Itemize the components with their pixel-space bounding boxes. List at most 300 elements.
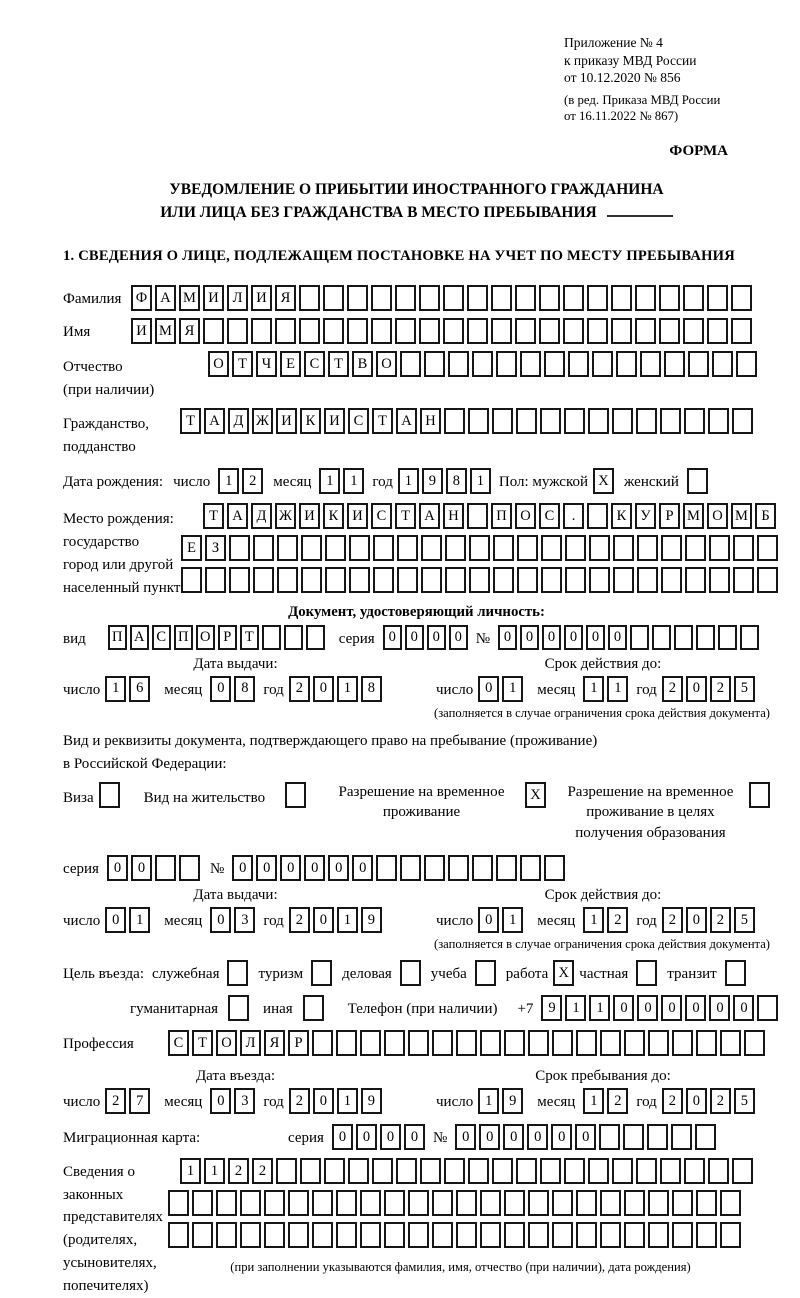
char-cell[interactable] bbox=[448, 351, 469, 377]
char-cell[interactable] bbox=[600, 1222, 621, 1248]
char-cell[interactable]: 0 bbox=[733, 995, 754, 1021]
char-cell[interactable] bbox=[227, 960, 248, 986]
char-cell[interactable] bbox=[376, 855, 397, 881]
char-cell[interactable]: 0 bbox=[685, 995, 706, 1021]
char-cell[interactable] bbox=[421, 535, 442, 561]
char-cell[interactable] bbox=[624, 1030, 645, 1056]
char-cell[interactable]: О bbox=[196, 625, 215, 650]
char-cell[interactable] bbox=[516, 1158, 537, 1184]
char-cell[interactable]: 1 bbox=[502, 907, 523, 933]
char-cell[interactable] bbox=[683, 285, 704, 311]
char-cell[interactable]: Т bbox=[372, 408, 393, 434]
char-cell[interactable] bbox=[552, 1222, 573, 1248]
char-cell[interactable] bbox=[708, 408, 729, 434]
char-cell[interactable] bbox=[688, 351, 709, 377]
char-cell[interactable]: 0 bbox=[280, 855, 301, 881]
char-cell[interactable]: Я bbox=[275, 285, 296, 311]
char-cell[interactable]: 2 bbox=[607, 907, 628, 933]
char-cell[interactable] bbox=[652, 625, 671, 650]
char-cell[interactable] bbox=[516, 408, 537, 434]
char-cell[interactable] bbox=[216, 1222, 237, 1248]
char-cell[interactable]: 1 bbox=[218, 468, 239, 494]
char-cell[interactable] bbox=[576, 1222, 597, 1248]
char-cell[interactable]: 9 bbox=[502, 1088, 523, 1114]
char-cell[interactable] bbox=[616, 351, 637, 377]
char-cell[interactable] bbox=[660, 408, 681, 434]
char-cell[interactable] bbox=[736, 351, 757, 377]
char-cell[interactable]: 0 bbox=[498, 625, 517, 650]
char-cell[interactable] bbox=[731, 318, 752, 344]
char-cell[interactable] bbox=[480, 1222, 501, 1248]
char-cell[interactable] bbox=[432, 1222, 453, 1248]
char-cell[interactable] bbox=[445, 535, 466, 561]
char-cell[interactable] bbox=[544, 855, 565, 881]
char-cell[interactable] bbox=[227, 318, 248, 344]
char-cell[interactable] bbox=[757, 567, 778, 593]
char-cell[interactable] bbox=[612, 408, 633, 434]
char-cell[interactable] bbox=[480, 1030, 501, 1056]
char-cell[interactable] bbox=[660, 1158, 681, 1184]
char-cell[interactable]: М bbox=[731, 503, 752, 529]
char-cell[interactable]: 0 bbox=[503, 1124, 524, 1150]
char-cell[interactable]: 0 bbox=[332, 1124, 353, 1150]
char-cell[interactable] bbox=[709, 567, 730, 593]
char-cell[interactable] bbox=[611, 318, 632, 344]
char-cell[interactable]: 0 bbox=[527, 1124, 548, 1150]
char-cell[interactable] bbox=[637, 567, 658, 593]
char-cell[interactable] bbox=[300, 1158, 321, 1184]
char-cell[interactable]: Т bbox=[180, 408, 201, 434]
char-cell[interactable]: 0 bbox=[131, 855, 152, 881]
char-cell[interactable] bbox=[312, 1190, 333, 1216]
char-cell[interactable]: 1 bbox=[204, 1158, 225, 1184]
char-cell[interactable]: X bbox=[593, 468, 614, 494]
char-cell[interactable]: С bbox=[168, 1030, 189, 1056]
char-cell[interactable] bbox=[600, 1030, 621, 1056]
char-cell[interactable] bbox=[192, 1190, 213, 1216]
char-cell[interactable] bbox=[696, 625, 715, 650]
char-cell[interactable] bbox=[444, 1158, 465, 1184]
char-cell[interactable]: О bbox=[707, 503, 728, 529]
char-cell[interactable]: А bbox=[419, 503, 440, 529]
char-cell[interactable]: Ж bbox=[252, 408, 273, 434]
char-cell[interactable]: 0 bbox=[661, 995, 682, 1021]
char-cell[interactable]: 0 bbox=[210, 676, 231, 702]
char-cell[interactable] bbox=[740, 625, 759, 650]
char-cell[interactable] bbox=[588, 1158, 609, 1184]
char-cell[interactable] bbox=[611, 285, 632, 311]
char-cell[interactable] bbox=[371, 285, 392, 311]
char-cell[interactable] bbox=[228, 995, 249, 1021]
char-cell[interactable]: 0 bbox=[686, 676, 707, 702]
char-cell[interactable]: 0 bbox=[256, 855, 277, 881]
char-cell[interactable] bbox=[312, 1222, 333, 1248]
char-cell[interactable] bbox=[564, 1158, 585, 1184]
char-cell[interactable]: 1 bbox=[470, 468, 491, 494]
char-cell[interactable]: 1 bbox=[337, 1088, 358, 1114]
char-cell[interactable] bbox=[264, 1190, 285, 1216]
char-cell[interactable] bbox=[672, 1222, 693, 1248]
char-cell[interactable]: Е bbox=[280, 351, 301, 377]
char-cell[interactable]: И bbox=[276, 408, 297, 434]
char-cell[interactable] bbox=[408, 1030, 429, 1056]
char-cell[interactable]: 1 bbox=[478, 1088, 499, 1114]
char-cell[interactable] bbox=[262, 625, 281, 650]
char-cell[interactable]: 8 bbox=[234, 676, 255, 702]
char-cell[interactable]: 2 bbox=[710, 676, 731, 702]
char-cell[interactable] bbox=[661, 535, 682, 561]
char-cell[interactable] bbox=[496, 351, 517, 377]
char-cell[interactable] bbox=[708, 1158, 729, 1184]
char-cell[interactable]: 0 bbox=[404, 1124, 425, 1150]
char-cell[interactable]: И bbox=[347, 503, 368, 529]
char-cell[interactable]: 0 bbox=[352, 855, 373, 881]
char-cell[interactable] bbox=[725, 960, 746, 986]
char-cell[interactable] bbox=[284, 625, 303, 650]
char-cell[interactable]: 0 bbox=[107, 855, 128, 881]
char-cell[interactable]: X bbox=[553, 960, 574, 986]
char-cell[interactable] bbox=[468, 408, 489, 434]
char-cell[interactable] bbox=[480, 1190, 501, 1216]
char-cell[interactable] bbox=[504, 1030, 525, 1056]
char-cell[interactable] bbox=[613, 567, 634, 593]
char-cell[interactable] bbox=[672, 1030, 693, 1056]
char-cell[interactable] bbox=[589, 567, 610, 593]
char-cell[interactable] bbox=[588, 408, 609, 434]
char-cell[interactable]: 0 bbox=[478, 907, 499, 933]
char-cell[interactable] bbox=[587, 503, 608, 529]
char-cell[interactable] bbox=[336, 1222, 357, 1248]
char-cell[interactable] bbox=[277, 535, 298, 561]
char-cell[interactable] bbox=[720, 1030, 741, 1056]
char-cell[interactable]: О bbox=[208, 351, 229, 377]
char-cell[interactable] bbox=[599, 1124, 620, 1150]
char-cell[interactable]: 2 bbox=[662, 1088, 683, 1114]
char-cell[interactable]: У bbox=[635, 503, 656, 529]
char-cell[interactable] bbox=[168, 1190, 189, 1216]
char-cell[interactable] bbox=[672, 1190, 693, 1216]
char-cell[interactable] bbox=[384, 1190, 405, 1216]
char-cell[interactable]: И bbox=[203, 285, 224, 311]
char-cell[interactable]: 8 bbox=[361, 676, 382, 702]
char-cell[interactable] bbox=[395, 285, 416, 311]
char-cell[interactable]: 1 bbox=[319, 468, 340, 494]
char-cell[interactable] bbox=[520, 351, 541, 377]
char-cell[interactable] bbox=[349, 535, 370, 561]
char-cell[interactable] bbox=[264, 1222, 285, 1248]
char-cell[interactable]: 0 bbox=[383, 625, 402, 650]
char-cell[interactable]: X bbox=[525, 782, 546, 808]
char-cell[interactable] bbox=[539, 318, 560, 344]
char-cell[interactable]: 1 bbox=[502, 676, 523, 702]
char-cell[interactable] bbox=[420, 1158, 441, 1184]
char-cell[interactable]: Е bbox=[181, 535, 202, 561]
char-cell[interactable] bbox=[695, 1124, 716, 1150]
char-cell[interactable]: . bbox=[563, 503, 584, 529]
char-cell[interactable] bbox=[515, 318, 536, 344]
char-cell[interactable]: 0 bbox=[380, 1124, 401, 1150]
char-cell[interactable] bbox=[576, 1030, 597, 1056]
char-cell[interactable]: 1 bbox=[337, 907, 358, 933]
char-cell[interactable] bbox=[445, 567, 466, 593]
char-cell[interactable]: 2 bbox=[662, 907, 683, 933]
char-cell[interactable]: М bbox=[179, 285, 200, 311]
char-cell[interactable]: И bbox=[251, 285, 272, 311]
char-cell[interactable]: 9 bbox=[422, 468, 443, 494]
char-cell[interactable] bbox=[504, 1222, 525, 1248]
char-cell[interactable]: 8 bbox=[446, 468, 467, 494]
char-cell[interactable]: Ч bbox=[256, 351, 277, 377]
char-cell[interactable] bbox=[685, 535, 706, 561]
char-cell[interactable] bbox=[659, 285, 680, 311]
char-cell[interactable]: С bbox=[348, 408, 369, 434]
char-cell[interactable]: 0 bbox=[313, 1088, 334, 1114]
char-cell[interactable]: П bbox=[174, 625, 193, 650]
char-cell[interactable] bbox=[424, 351, 445, 377]
char-cell[interactable]: 1 bbox=[343, 468, 364, 494]
char-cell[interactable]: 0 bbox=[427, 625, 446, 650]
char-cell[interactable] bbox=[408, 1190, 429, 1216]
char-cell[interactable] bbox=[384, 1030, 405, 1056]
char-cell[interactable] bbox=[299, 285, 320, 311]
char-cell[interactable] bbox=[421, 567, 442, 593]
char-cell[interactable] bbox=[491, 318, 512, 344]
char-cell[interactable]: 0 bbox=[304, 855, 325, 881]
char-cell[interactable] bbox=[674, 625, 693, 650]
char-cell[interactable] bbox=[323, 318, 344, 344]
char-cell[interactable]: 1 bbox=[607, 676, 628, 702]
char-cell[interactable] bbox=[491, 285, 512, 311]
char-cell[interactable]: 0 bbox=[478, 676, 499, 702]
char-cell[interactable] bbox=[240, 1222, 261, 1248]
char-cell[interactable]: Т bbox=[192, 1030, 213, 1056]
char-cell[interactable]: К bbox=[611, 503, 632, 529]
char-cell[interactable] bbox=[493, 535, 514, 561]
char-cell[interactable] bbox=[285, 782, 306, 808]
char-cell[interactable] bbox=[229, 535, 250, 561]
char-cell[interactable] bbox=[467, 503, 488, 529]
char-cell[interactable] bbox=[395, 318, 416, 344]
char-cell[interactable]: К bbox=[323, 503, 344, 529]
char-cell[interactable] bbox=[443, 318, 464, 344]
char-cell[interactable] bbox=[396, 1158, 417, 1184]
char-cell[interactable]: 2 bbox=[607, 1088, 628, 1114]
char-cell[interactable]: 0 bbox=[105, 907, 126, 933]
char-cell[interactable]: 2 bbox=[289, 676, 310, 702]
char-cell[interactable] bbox=[492, 408, 513, 434]
char-cell[interactable] bbox=[587, 318, 608, 344]
char-cell[interactable] bbox=[299, 318, 320, 344]
char-cell[interactable]: П bbox=[491, 503, 512, 529]
char-cell[interactable] bbox=[589, 535, 610, 561]
char-cell[interactable]: Я bbox=[264, 1030, 285, 1056]
char-cell[interactable]: Т bbox=[203, 503, 224, 529]
char-cell[interactable]: С bbox=[304, 351, 325, 377]
char-cell[interactable]: 0 bbox=[709, 995, 730, 1021]
char-cell[interactable]: А bbox=[130, 625, 149, 650]
char-cell[interactable]: 0 bbox=[613, 995, 634, 1021]
char-cell[interactable] bbox=[419, 318, 440, 344]
char-cell[interactable] bbox=[323, 285, 344, 311]
char-cell[interactable] bbox=[520, 855, 541, 881]
char-cell[interactable]: 1 bbox=[583, 907, 604, 933]
char-cell[interactable]: Ф bbox=[131, 285, 152, 311]
char-cell[interactable]: Т bbox=[395, 503, 416, 529]
char-cell[interactable]: 0 bbox=[520, 625, 539, 650]
char-cell[interactable] bbox=[568, 351, 589, 377]
char-cell[interactable] bbox=[687, 468, 708, 494]
char-cell[interactable]: 0 bbox=[313, 907, 334, 933]
char-cell[interactable]: Т bbox=[240, 625, 259, 650]
char-cell[interactable] bbox=[744, 1030, 765, 1056]
char-cell[interactable] bbox=[400, 855, 421, 881]
char-cell[interactable] bbox=[336, 1030, 357, 1056]
char-cell[interactable]: А bbox=[227, 503, 248, 529]
char-cell[interactable] bbox=[757, 535, 778, 561]
char-cell[interactable]: 2 bbox=[252, 1158, 273, 1184]
char-cell[interactable]: 1 bbox=[105, 676, 126, 702]
char-cell[interactable] bbox=[276, 1158, 297, 1184]
char-cell[interactable] bbox=[528, 1030, 549, 1056]
char-cell[interactable] bbox=[565, 567, 586, 593]
char-cell[interactable]: 0 bbox=[328, 855, 349, 881]
char-cell[interactable] bbox=[563, 318, 584, 344]
char-cell[interactable] bbox=[301, 535, 322, 561]
char-cell[interactable] bbox=[624, 1190, 645, 1216]
char-cell[interactable]: 1 bbox=[337, 676, 358, 702]
char-cell[interactable] bbox=[587, 285, 608, 311]
char-cell[interactable] bbox=[419, 285, 440, 311]
char-cell[interactable]: 9 bbox=[541, 995, 562, 1021]
char-cell[interactable] bbox=[720, 1190, 741, 1216]
char-cell[interactable] bbox=[288, 1190, 309, 1216]
char-cell[interactable] bbox=[181, 567, 202, 593]
char-cell[interactable] bbox=[517, 535, 538, 561]
char-cell[interactable]: 1 bbox=[398, 468, 419, 494]
char-cell[interactable] bbox=[99, 782, 120, 808]
char-cell[interactable] bbox=[312, 1030, 333, 1056]
char-cell[interactable]: И bbox=[131, 318, 152, 344]
char-cell[interactable] bbox=[311, 960, 332, 986]
char-cell[interactable] bbox=[155, 855, 176, 881]
char-cell[interactable] bbox=[733, 567, 754, 593]
char-cell[interactable] bbox=[203, 318, 224, 344]
char-cell[interactable]: И bbox=[324, 408, 345, 434]
char-cell[interactable] bbox=[648, 1222, 669, 1248]
char-cell[interactable] bbox=[732, 408, 753, 434]
char-cell[interactable] bbox=[372, 1158, 393, 1184]
char-cell[interactable]: 2 bbox=[228, 1158, 249, 1184]
char-cell[interactable]: 0 bbox=[232, 855, 253, 881]
char-cell[interactable] bbox=[373, 567, 394, 593]
char-cell[interactable]: 0 bbox=[542, 625, 561, 650]
char-cell[interactable]: 6 bbox=[129, 676, 150, 702]
char-cell[interactable] bbox=[397, 567, 418, 593]
char-cell[interactable]: 2 bbox=[662, 676, 683, 702]
char-cell[interactable] bbox=[635, 285, 656, 311]
char-cell[interactable] bbox=[275, 318, 296, 344]
char-cell[interactable] bbox=[467, 318, 488, 344]
char-cell[interactable] bbox=[306, 625, 325, 650]
char-cell[interactable] bbox=[229, 567, 250, 593]
char-cell[interactable] bbox=[493, 567, 514, 593]
char-cell[interactable] bbox=[685, 567, 706, 593]
char-cell[interactable]: Л bbox=[240, 1030, 261, 1056]
char-cell[interactable] bbox=[492, 1158, 513, 1184]
char-cell[interactable]: 1 bbox=[583, 676, 604, 702]
char-cell[interactable] bbox=[539, 285, 560, 311]
char-cell[interactable]: А bbox=[396, 408, 417, 434]
char-cell[interactable]: 2 bbox=[710, 907, 731, 933]
char-cell[interactable] bbox=[636, 960, 657, 986]
char-cell[interactable] bbox=[253, 567, 274, 593]
char-cell[interactable] bbox=[544, 351, 565, 377]
char-cell[interactable]: 1 bbox=[129, 907, 150, 933]
char-cell[interactable] bbox=[623, 1124, 644, 1150]
char-cell[interactable] bbox=[360, 1030, 381, 1056]
char-cell[interactable]: 2 bbox=[710, 1088, 731, 1114]
char-cell[interactable]: Н bbox=[420, 408, 441, 434]
char-cell[interactable] bbox=[640, 351, 661, 377]
char-cell[interactable] bbox=[637, 535, 658, 561]
char-cell[interactable]: 9 bbox=[361, 907, 382, 933]
char-cell[interactable]: О bbox=[216, 1030, 237, 1056]
char-cell[interactable]: И bbox=[299, 503, 320, 529]
char-cell[interactable] bbox=[303, 995, 324, 1021]
char-cell[interactable] bbox=[648, 1190, 669, 1216]
char-cell[interactable] bbox=[576, 1190, 597, 1216]
char-cell[interactable] bbox=[469, 567, 490, 593]
char-cell[interactable]: В bbox=[352, 351, 373, 377]
char-cell[interactable] bbox=[467, 285, 488, 311]
char-cell[interactable] bbox=[671, 1124, 692, 1150]
char-cell[interactable] bbox=[600, 1190, 621, 1216]
char-cell[interactable] bbox=[541, 535, 562, 561]
char-cell[interactable]: 2 bbox=[289, 907, 310, 933]
char-cell[interactable]: 0 bbox=[637, 995, 658, 1021]
char-cell[interactable] bbox=[444, 408, 465, 434]
char-cell[interactable] bbox=[731, 285, 752, 311]
char-cell[interactable] bbox=[612, 1158, 633, 1184]
char-cell[interactable] bbox=[707, 285, 728, 311]
char-cell[interactable] bbox=[684, 1158, 705, 1184]
char-cell[interactable] bbox=[325, 567, 346, 593]
char-cell[interactable]: 0 bbox=[608, 625, 627, 650]
char-cell[interactable] bbox=[168, 1222, 189, 1248]
char-cell[interactable] bbox=[475, 960, 496, 986]
char-cell[interactable]: Н bbox=[443, 503, 464, 529]
char-cell[interactable]: 0 bbox=[564, 625, 583, 650]
char-cell[interactable]: Т bbox=[232, 351, 253, 377]
char-cell[interactable]: 0 bbox=[586, 625, 605, 650]
char-cell[interactable] bbox=[384, 1222, 405, 1248]
char-cell[interactable] bbox=[456, 1030, 477, 1056]
char-cell[interactable] bbox=[400, 960, 421, 986]
char-cell[interactable] bbox=[336, 1190, 357, 1216]
char-cell[interactable]: Я bbox=[179, 318, 200, 344]
char-cell[interactable] bbox=[240, 1190, 261, 1216]
char-cell[interactable] bbox=[684, 408, 705, 434]
char-cell[interactable]: М bbox=[683, 503, 704, 529]
char-cell[interactable] bbox=[540, 408, 561, 434]
char-cell[interactable] bbox=[541, 567, 562, 593]
char-cell[interactable] bbox=[205, 567, 226, 593]
char-cell[interactable] bbox=[408, 1222, 429, 1248]
char-cell[interactable] bbox=[528, 1190, 549, 1216]
char-cell[interactable] bbox=[504, 1190, 525, 1216]
char-cell[interactable]: Т bbox=[328, 351, 349, 377]
char-cell[interactable] bbox=[432, 1030, 453, 1056]
